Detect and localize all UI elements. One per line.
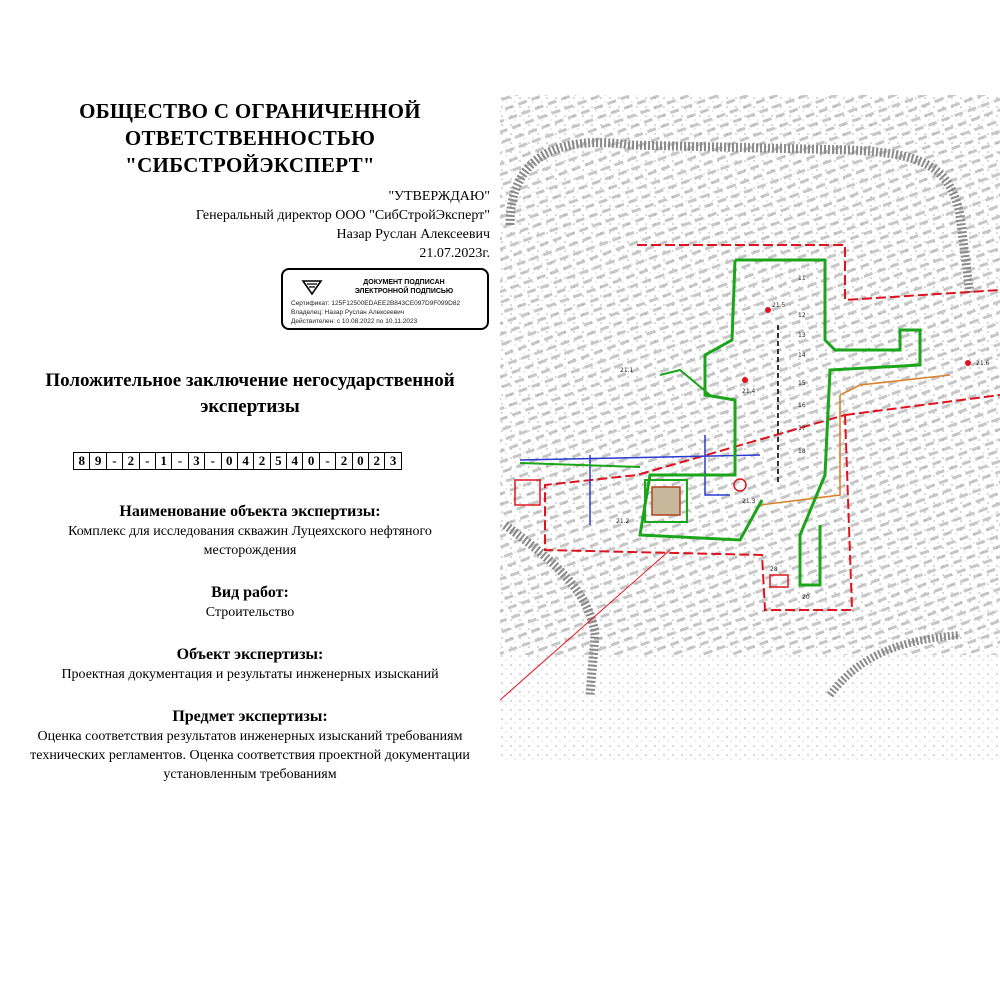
organization-line-3: "СИБСТРОЙЭКСПЕРТ": [125, 153, 375, 177]
plan-label-15: 15: [798, 380, 806, 387]
document-title: [0, 368, 500, 420]
plan-label-11: 11: [798, 275, 806, 282]
registration-digit: -: [204, 453, 220, 469]
registration-digit: 4: [237, 453, 253, 469]
plan-label-20: 20: [802, 594, 810, 601]
organization-line-1: ОБЩЕСТВО С ОГРАНИЧЕННОЙ: [79, 99, 421, 123]
registration-digit: 3: [384, 453, 400, 469]
stamp-validity: Действителен: с 10.08.2022 по 10.11.2023: [291, 318, 418, 325]
site-plan-map: [500, 95, 1000, 760]
organization-line-2: ОТВЕТСТВЕННОСТЬЮ: [124, 126, 376, 150]
stamp-title-line-1: ДОКУМЕНТ ПОДПИСАН: [363, 279, 445, 286]
section-object-name: [0, 502, 500, 560]
plan-label-12: 12: [798, 312, 806, 319]
registration-digit: 0: [352, 453, 368, 469]
work-type-heading: Вид работ:: [211, 584, 289, 601]
plan-label-21-3: 21.3: [742, 498, 756, 505]
registration-digit: -: [171, 453, 187, 469]
plan-label-13: 13: [798, 332, 806, 339]
registration-digit: 2: [368, 453, 384, 469]
stamp-owner: Владелец: Назар Руслан Алексеевич: [291, 309, 405, 316]
expertise-object-value: Проектная документация и результаты инженерных изысканий: [61, 667, 439, 682]
signature-logo-icon: [301, 278, 323, 296]
expertise-subject-heading: Предмет экспертизы:: [172, 708, 328, 725]
registration-digit: 9: [89, 453, 105, 469]
plan-label-18: 18: [798, 448, 806, 455]
document-title-line-2: экспертизы: [200, 396, 300, 417]
plan-label-16: 16: [798, 402, 806, 409]
plan-label-21-1: 21.1: [620, 367, 634, 374]
document-title-line-1: Положительное заключение негосударственной: [45, 370, 455, 391]
registration-digit: 2: [335, 453, 351, 469]
object-name-line-1: Комплекс для исследования скважин Луцеяхского нефтяного: [68, 524, 432, 539]
registration-number: [73, 452, 402, 470]
section-work-type: [0, 583, 500, 622]
expertise-subject-line-2: технических регламентов. Оценка соответствия проектной документации: [30, 748, 470, 763]
registration-digit: -: [319, 453, 335, 469]
organization-name: [40, 98, 460, 179]
expertise-object-heading: Объект экспертизы:: [176, 646, 324, 663]
work-type-value: Строительство: [205, 605, 295, 620]
object-name-line-2: месторождения: [203, 543, 297, 558]
plan-label-21-4: 21.4: [742, 388, 756, 395]
registration-digit: 0: [302, 453, 318, 469]
signature-stamp-title: [329, 278, 479, 296]
object-name-heading: Наименование объекта экспертизы:: [119, 503, 381, 520]
plan-label-17: 17: [798, 425, 806, 432]
registration-digit: 2: [253, 453, 269, 469]
signature-stamp: [281, 268, 489, 330]
plan-label-14: 14: [798, 352, 806, 359]
approval-block: [196, 187, 490, 263]
registration-digit: 4: [286, 453, 302, 469]
registration-digit: 1: [155, 453, 171, 469]
plan-label-21-5: 21.5: [772, 302, 786, 309]
approval-position: Генеральный директор ООО "СибСтройЭксперт": [195, 208, 490, 223]
registration-digit: 3: [188, 453, 204, 469]
plan-label-21-2: 21.2: [616, 518, 630, 525]
plan-label-28: 28: [770, 566, 778, 573]
stamp-certificate: Сертификат: 125F12500EDAEE2B843CE097D9F099D82: [291, 300, 461, 307]
approval-date: 21.07.2023г.: [419, 246, 490, 261]
registration-digit: 8: [78, 453, 85, 468]
section-expertise-object: [0, 645, 500, 684]
registration-digit: 0: [221, 453, 237, 469]
approval-name: Назар Руслан Алексеевич: [336, 227, 490, 242]
approval-heading: "УТВЕРЖДАЮ": [388, 189, 490, 204]
plan-label-21-6: 21.6: [976, 360, 990, 367]
section-expertise-subject: [0, 707, 500, 784]
registration-digit: 2: [122, 453, 138, 469]
stamp-title-line-2: ЭЛЕКТРОННОЙ ПОДПИСЬЮ: [354, 288, 454, 295]
expertise-subject-line-1: Оценка соответствия результатов инженерных изысканий требованиям: [37, 729, 463, 744]
registration-digit: -: [106, 453, 122, 469]
registration-digit: 5: [270, 453, 286, 469]
expertise-subject-line-3: установленным требованиям: [163, 767, 337, 782]
registration-digit: -: [139, 453, 155, 469]
site-plan-drawing: [500, 95, 1000, 760]
